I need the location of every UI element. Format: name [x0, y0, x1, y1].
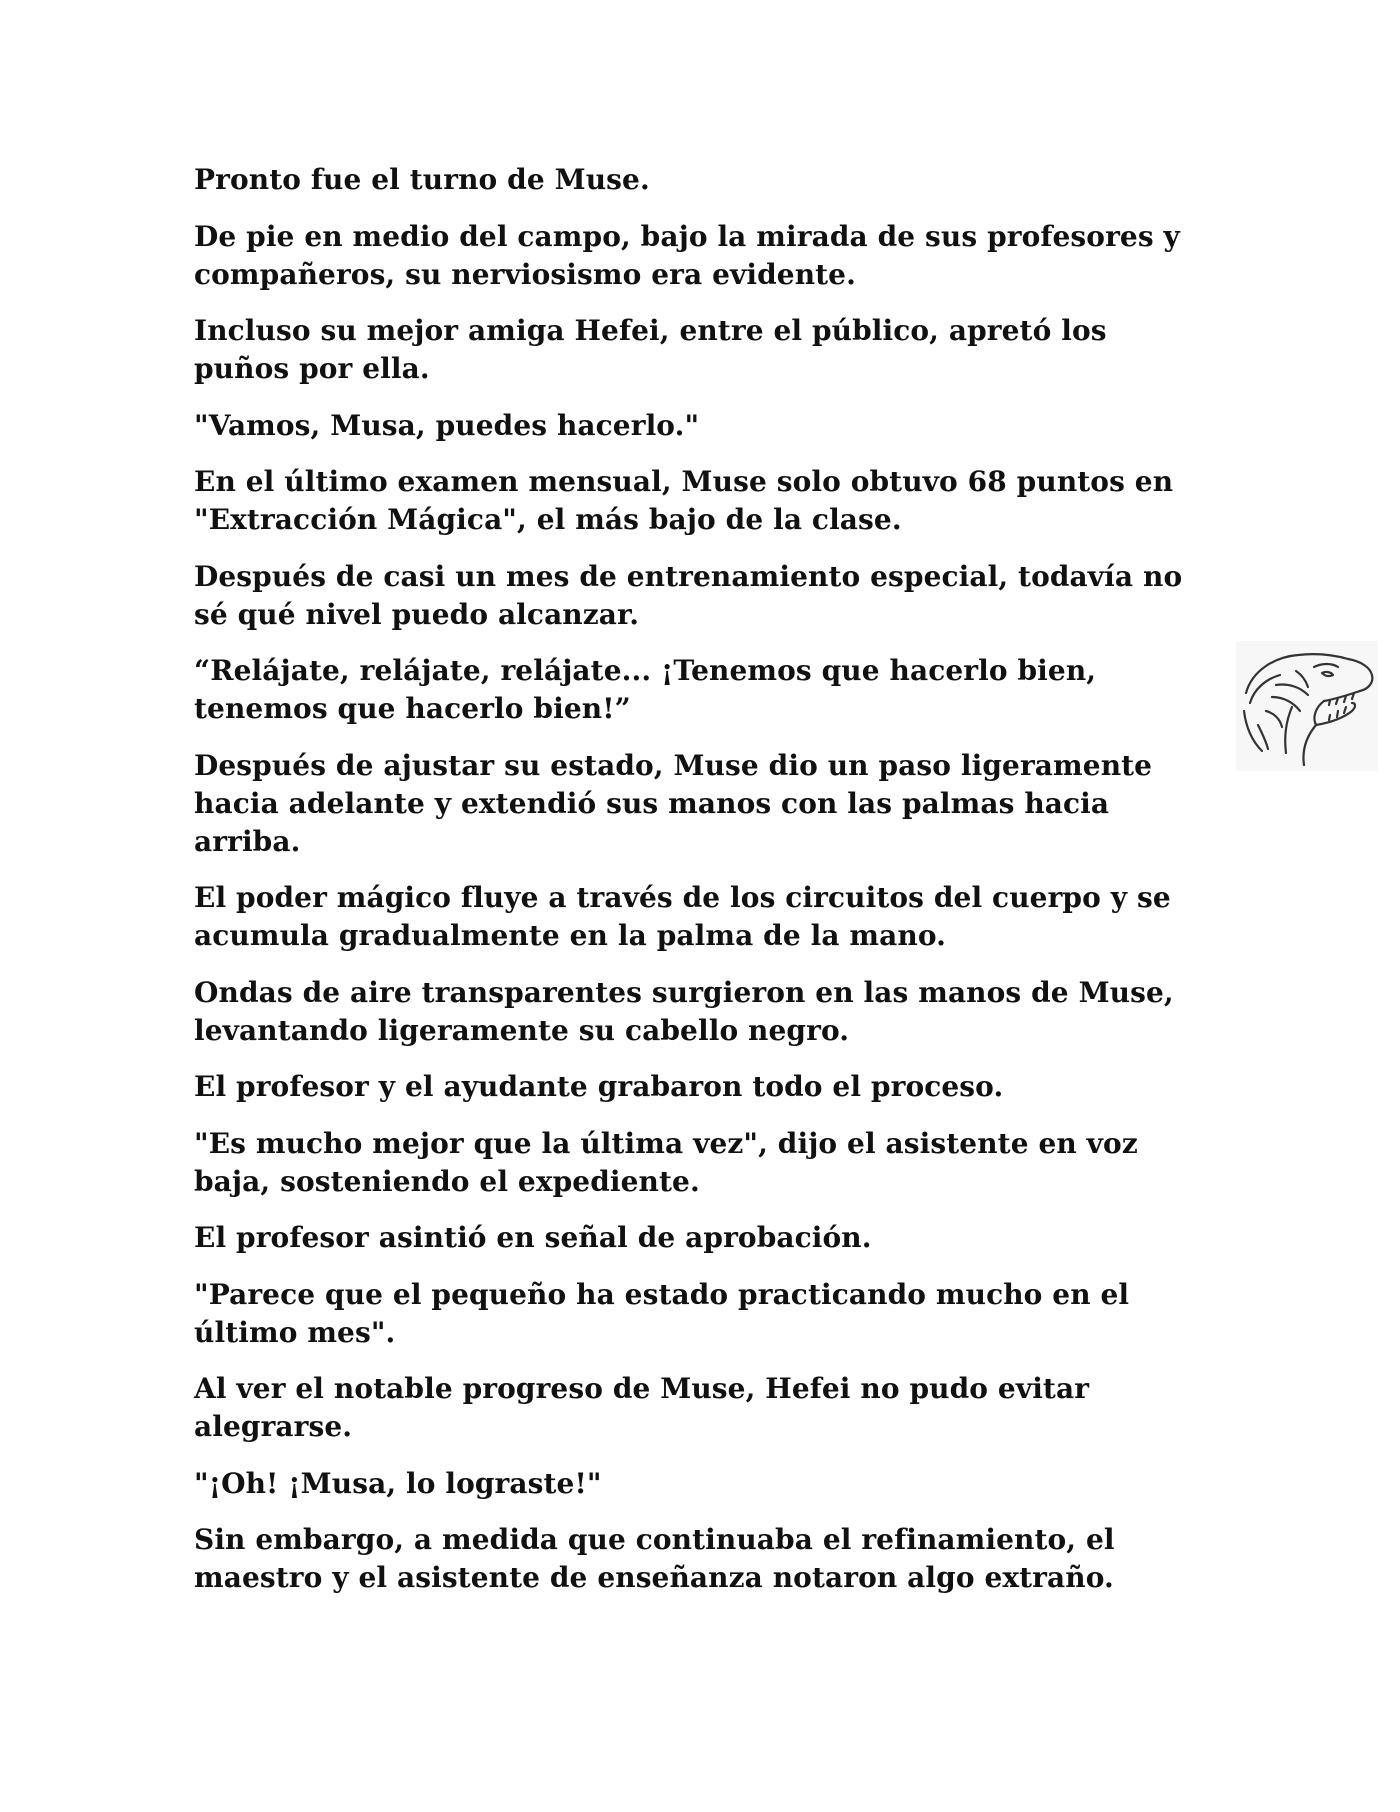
paragraph-6: Después de casi un mes de entrenamiento especial, todavía no sé qué nivel puedo alcanzar.	[194, 559, 1183, 631]
paragraph-4: "Vamos, Musa, puedes hacerlo."	[194, 408, 700, 442]
paragraph-17: Sin embargo, a medida que continuaba el refinamiento, el maestro y el asistente de enseñanza notaron algo extraño.	[194, 1523, 1115, 1594]
document-body	[194, 161, 1194, 1616]
paragraph-10: Ondas de aire transparentes surgieron en las manos de Muse, levantando ligeramente su cabello negro.	[194, 975, 1174, 1047]
paragraph-8: Después de ajustar su estado, Muse dio un paso ligeramente hacia adelante y extendió sus manos con las palmas hacia arriba.	[194, 748, 1153, 858]
paragraph-11: El profesor y el ayudante grabaron todo el proceso.	[194, 1070, 1004, 1103]
paragraph-9: El poder mágico fluye a través de los circuitos del cuerpo y se acumula gradualmente en la palma de la mano.	[194, 881, 1171, 952]
paragraph-13: El profesor asintió en señal de aprobación.	[194, 1221, 872, 1254]
dinosaur-head-icon	[1236, 641, 1378, 771]
paragraph-3: Incluso su mejor amiga Hefei, entre el público, apretó los puños por ella.	[194, 314, 1107, 385]
paragraph-16: "¡Oh! ¡Musa, lo lograste!"	[194, 1466, 602, 1500]
paragraph-14: "Parece que el pequeño ha estado practicando mucho en el último mes".	[194, 1277, 1130, 1349]
paragraph-12: "Es mucho mejor que la última vez", dijo el asistente en voz baja, sosteniendo el expediente.	[194, 1126, 1138, 1198]
paragraph-5: En el último examen mensual, Muse solo obtuvo 68 puntos en "Extracción Mágica", el más bajo de la clase.	[194, 465, 1174, 536]
paragraph-1: Pronto fue el turno de Muse.	[194, 163, 650, 196]
paragraph-7: “Relájate, relájate, relájate... ¡Tenemos que hacerlo bien, tenemos que hacerlo bien!”	[194, 654, 1097, 725]
paragraph-15: Al ver el notable progreso de Muse, Hefei no pudo evitar alegrarse.	[194, 1372, 1090, 1443]
paragraph-2: De pie en medio del campo, bajo la mirada de sus profesores y compañeros, su nerviosismo era evidente.	[194, 219, 1180, 291]
